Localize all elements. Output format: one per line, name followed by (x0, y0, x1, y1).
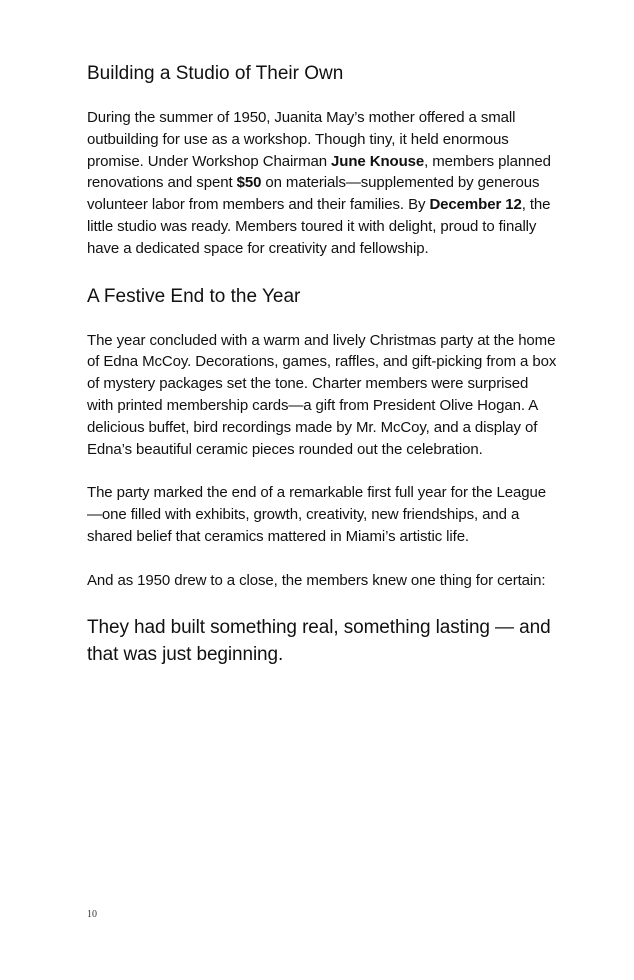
text-run: , members planned renovations and spent (87, 152, 551, 192)
text-run: , the little studio was ready. Members toured it with delight, proud to finally have a dedicated space for creativity and fellowship. (87, 196, 551, 257)
closing-statement: They had built something real, something lasting — and that was just beginning. (87, 616, 551, 665)
paragraph-christmas-party: The year concluded with a warm and lively Christmas party at the home of Edna McCoy. Decorations, games, raffles, and gift-picking from a box of mystery packages set the tone. Charter members were surprised with printed membership cards—a gift from President Olive Hogan. A delicious buffet, bird recordings made by Mr. McCoy, and a display of Edna’s beautiful ceramic pieces rounded out the celebration. (87, 331, 557, 458)
bold-name-june-knouse: June Knouse (331, 152, 425, 170)
text-run: During the summer of 1950, Juanita May’s mother offered a small outbuilding for use as a workshop. Though tiny, it held enormous promise. Under Workshop Chairman (87, 109, 516, 170)
page-number: 10 (87, 909, 97, 920)
page-content (87, 56, 557, 668)
paragraph-close-of-year: And as 1950 drew to a close, the members knew one thing for certain: (87, 571, 546, 589)
bold-amount: $50 (236, 174, 262, 192)
section-heading-studio: Building a Studio of Their Own (87, 63, 344, 84)
section-heading-festive: A Festive End to the Year (87, 285, 301, 307)
paragraph-studio (87, 107, 557, 260)
text-run: on materials—supplemented by generous volunteer labor from members and their families. By (87, 174, 540, 214)
bold-date: December 12 (429, 196, 522, 214)
paragraph-first-year: The party marked the end of a remarkable first full year for the League—one filled with exhibits, growth, creativity, new friendships, and a shared belief that ceramics mattered in Miami’s artistic life. (87, 484, 546, 545)
